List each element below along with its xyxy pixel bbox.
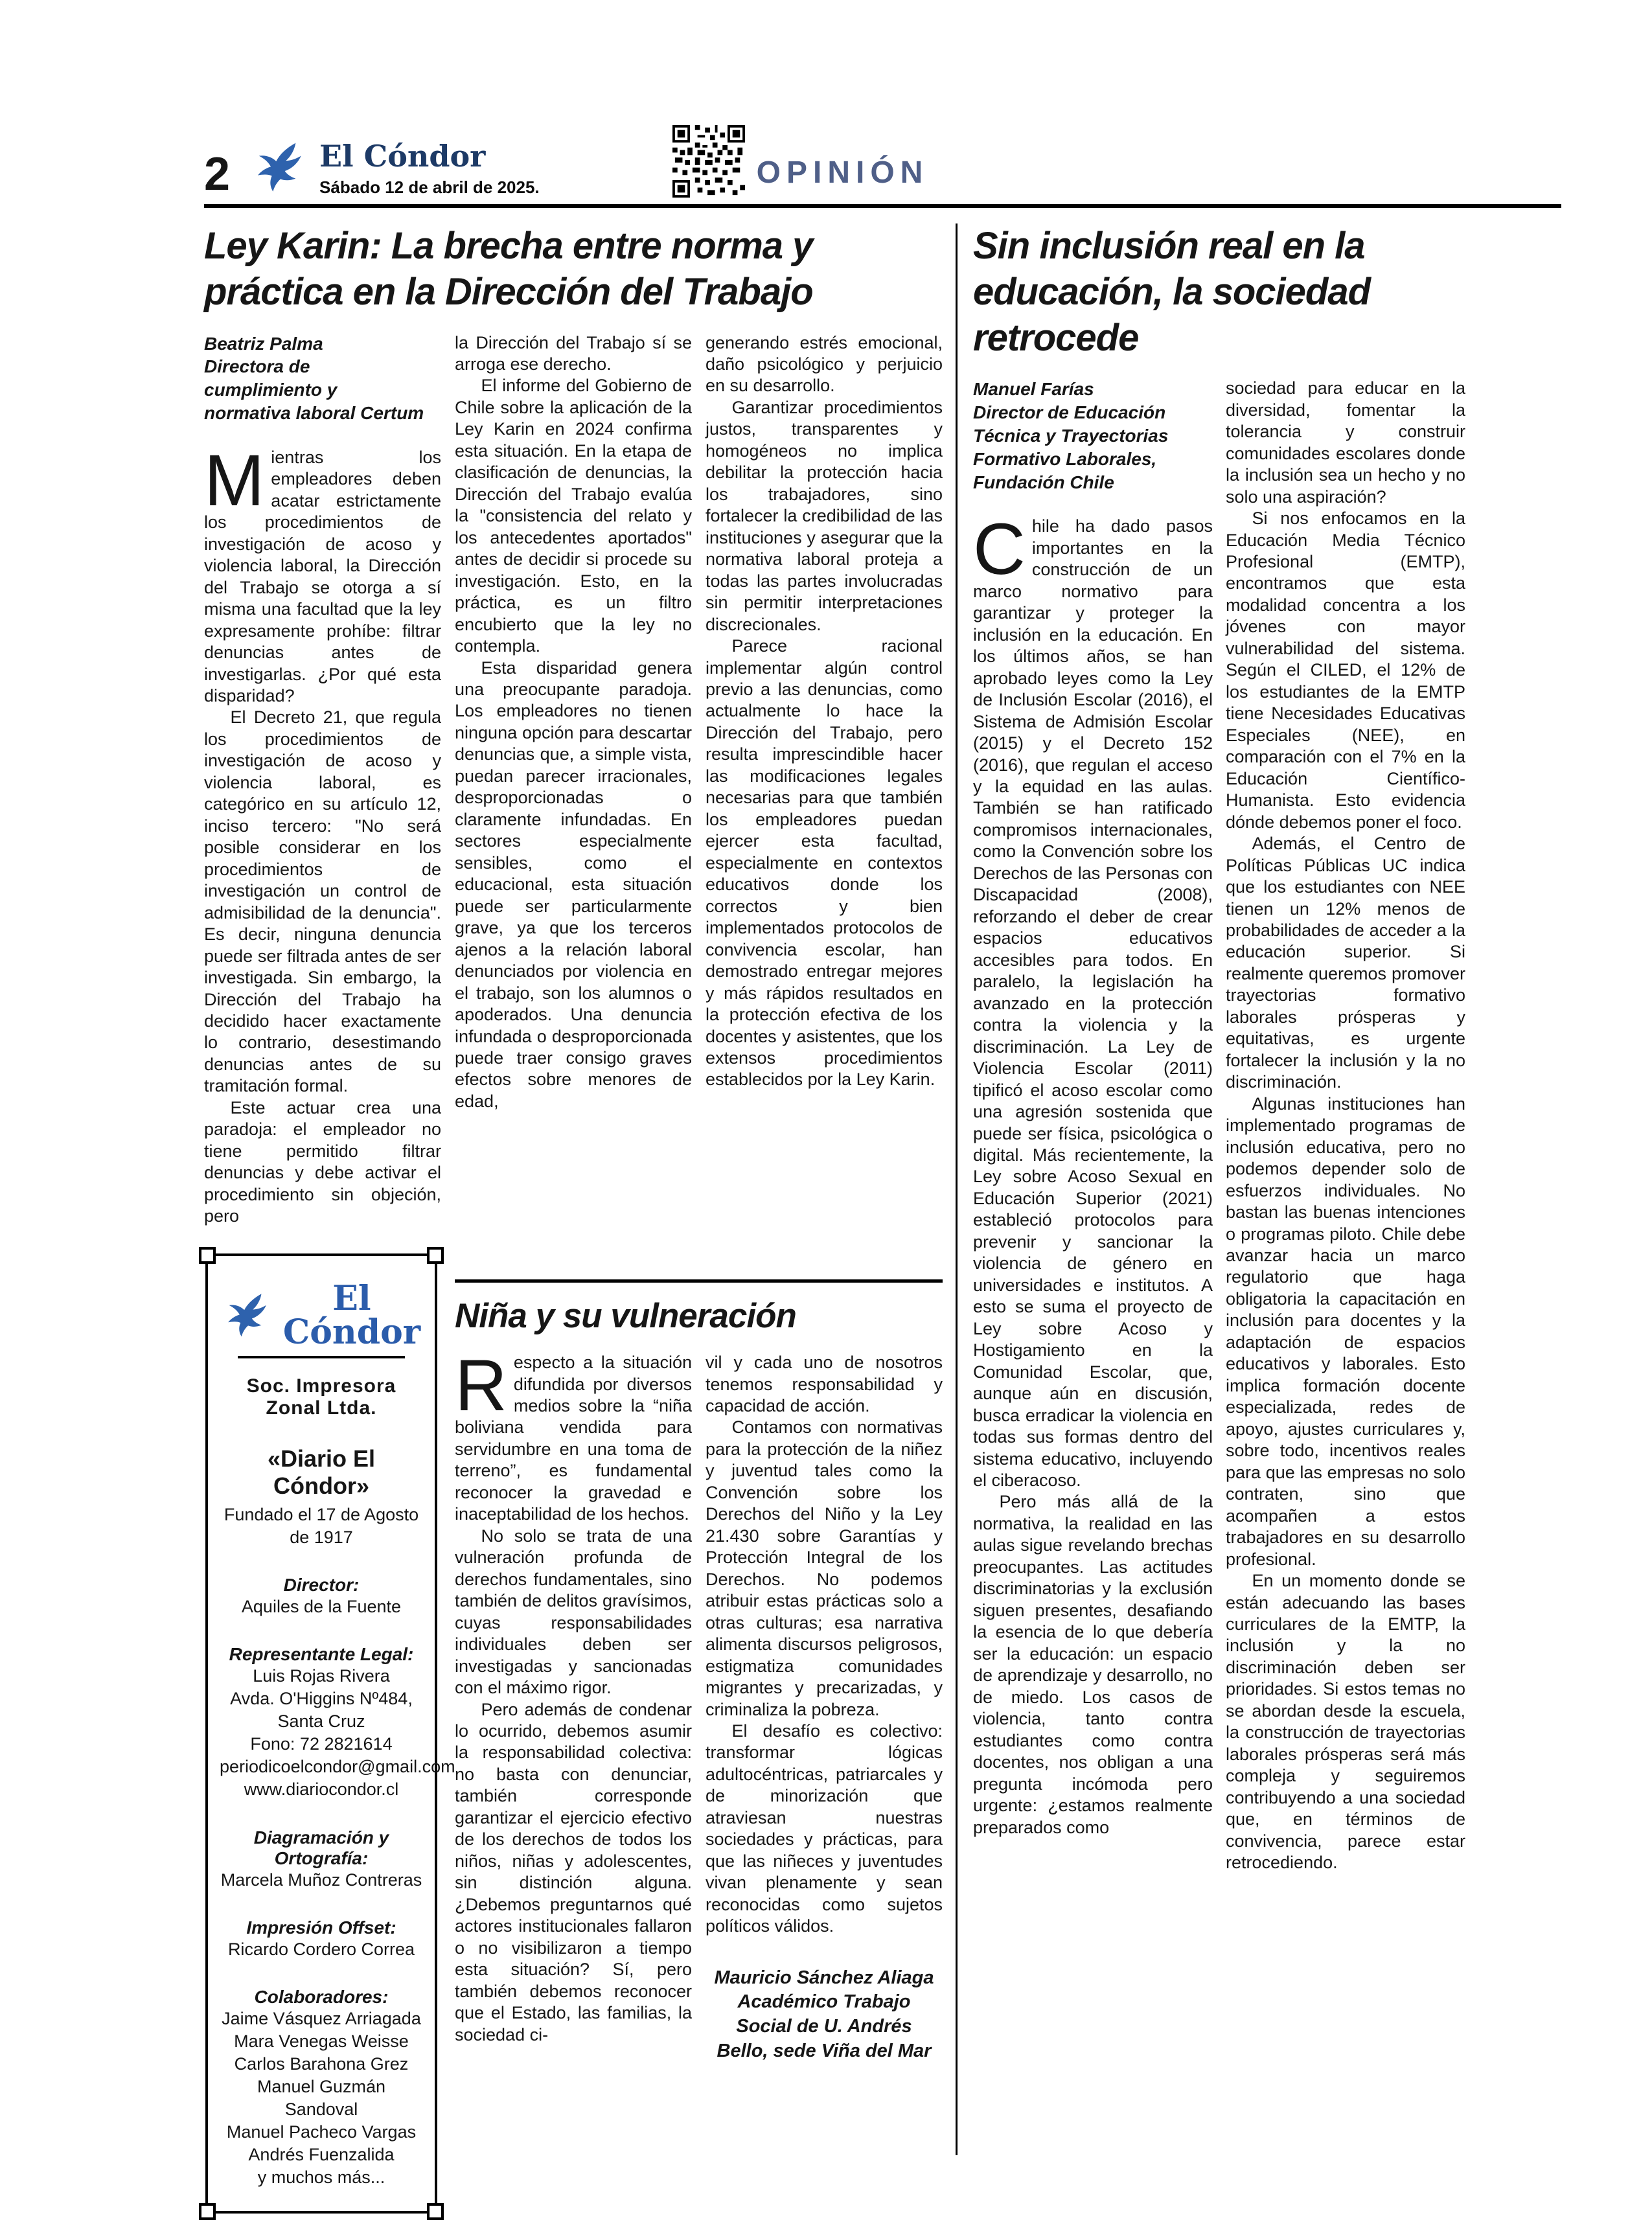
- box-print-label: Impresión Offset:: [246, 1917, 396, 1938]
- box-paper-name: «Diario El Cóndor»: [267, 1445, 376, 1499]
- article1-paragraph: El Decreto 21, que regula los procedimientos de investigación de acoso y violencia laboral, es categórico en su artículo 12, inciso tercero: "No será posible considerar en los procedimientos de investigación un control de admisibilidad de la denuncia". Es decir, ninguna denuncia puede ser filtrada antes de ser investigada. Sin embargo, la Dirección del Trabajo ha decidido hacer exactamente lo contrario, desestimando denuncias antes de su tramitación formal.: [204, 707, 441, 1096]
- article1-paragraph: Garantizar procedimientos justos, transparentes y homogéneos no implica debilitar la protección hacia los trabajadores, sino fortalecer la credibilidad de las instituciones y asegurar que la normativa laboral proteja a todas las partes involucradas sin permitir interpretaciones discrecionales.: [706, 397, 943, 634]
- article1-paragraph: la Dirección del Trabajo sí se arroga ese derecho.: [455, 332, 692, 374]
- box-corner-ornament: [427, 1247, 444, 1264]
- right-article-zone: [973, 223, 1465, 2214]
- edition-date: Sábado 12 de abril de 2025.: [319, 177, 540, 197]
- article3-headline: Sin inclusión real en la educación, la sociedad retrocede: [973, 225, 1370, 359]
- box-print-name: Ricardo Cordero Correa: [227, 1939, 415, 1959]
- qr-code: [672, 125, 745, 198]
- box-collaborator: Carlos Barahona Grez: [234, 2054, 409, 2074]
- box-collaborator: Manuel Pacheco Vargas: [226, 2122, 417, 2142]
- article2-column-left: [455, 1345, 692, 2063]
- article2-column-right: [706, 1352, 943, 2063]
- article2-byline: Mauricio Sánchez Aliaga Académico Trabajo Social de U. Andrés Bello, sede Viña del Mar: [714, 1967, 934, 2061]
- article3-author: Manuel Farías Director de Educación Técnica y Trayectorias Formativo Laborales, Fundación Chile: [973, 379, 1169, 492]
- condor-bird-icon: [248, 138, 313, 198]
- article1-paragraph: El informe del Gobierno de Chile sobre la aplicación de la Ley Karin en 2024 confirma esta situación. En la etapa de clasificación de denuncias, la Dirección del Trabajo evalúa la "consistencia del relato y los antecedentes aportados" antes de decidir si procede su investigación. Esto, en la práctica, es un filtro encubierto que la ley no contempla.: [455, 376, 692, 656]
- article2-section: [455, 1279, 943, 2214]
- box-corner-ornament: [199, 1247, 216, 1264]
- box-director-label: Director:: [283, 1574, 360, 1595]
- article1-headline: Ley Karin: La brecha entre norma y práctica en la Dirección del Trabajo: [204, 225, 813, 313]
- condor-bird-icon: [220, 1290, 277, 1342]
- masthead-title: El Cóndor: [319, 139, 486, 174]
- article2-paragraph: El desafío es colectivo: transformar lógicas adultocéntricas, patriarcales y de minorización que atraviesan nuestras sociedades y prácticas, para que las niñeces y juventudes vivan plenamente y sean reconocidas como sujetos políticos válidos.: [706, 1721, 943, 1936]
- article1-column-1: [204, 332, 455, 2214]
- box-legal-name: Luis Rojas Rivera: [253, 1665, 390, 1686]
- box-layout-name: Marcela Muñoz Contreras: [220, 1870, 422, 1890]
- article2-top-rule: [455, 1279, 943, 1283]
- box-address-2: Santa Cruz: [277, 1711, 365, 1732]
- article3-paragraph: sociedad para educar en la diversidad, fomentar la tolerancia y construir comunidades escolares donde la inclusión sea un hecho y no solo una aspiración?: [1226, 378, 1465, 507]
- box-collaborators-label: Colaboradores:: [254, 1986, 389, 2007]
- article3-paragraph: Chile ha dado pasos importantes en la construcción de un marco normativo para garantizar y proteger la inclusión en la educación. En los últimos años, se han aprobado leyes como la Ley de Inclusión Escolar (2016), el Sistema de Admisión Escolar (2015) y el Decreto 152 (2016), que regulan el acceso y la equidad en las aulas. También se han ratificado compromisos internacionales, como la Convención sobre los Derechos de las Personas con Discapacidad (2008), reforzando el deber de crear espacios educativos accesibles para todos. En paralelo, la legislación ha avanzado en la protección contra la violencia y la discriminación. La Ley de Violencia Escolar (2011) tipificó el acoso escolar como una agresión sostenida que puede ser física, psicológica o digital. Más recientemente, la Ley sobre Acoso Sexual en Educación Superior (2021) estableció protocolos para prevenir y sancionar la violencia de género en universidades e institutos. A esto se suma el proyecto de Ley sobre Acoso y Hostigamiento en la Comunidad Escolar, que, aunque aún en discusión, busca erradicar la violencia en todas sus formas dentro del sistema educativo, incluyendo el ciberacoso.: [973, 509, 1213, 1491]
- box-corner-ornament: [427, 2203, 444, 2220]
- box-email: periodicoelcondor@gmail.com: [220, 1757, 455, 1777]
- box-corner-ornament: [199, 2203, 216, 2220]
- article1-paragraph: generando estrés emocional, daño psicológico y perjuicio en su desarrollo.: [706, 332, 943, 396]
- masthead-logo: [248, 138, 540, 198]
- dropcap-letter: R: [455, 1345, 507, 1426]
- box-address-1: Avda. O'Higgins Nº484,: [230, 1689, 413, 1709]
- box-collaborator: Jaime Vásquez Arriagada: [222, 2008, 421, 2028]
- article3-column-left: [973, 378, 1213, 1873]
- article1-paragraph: Mientras los empleadores deben acatar estrictamente los procedimientos de investigación de acoso y violencia laboral, la Dirección del Trabajo se otorga a sí misma una facultad que la ley expresamente prohíbe: filtrar denuncias antes de investigarlas. ¿Por qué esta disparidad?: [204, 439, 441, 705]
- article1-column-2: [455, 332, 692, 1263]
- box-collaborator: y muchos más...: [257, 2168, 385, 2188]
- article1-paragraph: Este actuar crea una paradoja: el empleador no tiene permitido filtrar denuncias y debe activar el procedimiento sin objeción, pero: [204, 1097, 441, 1226]
- box-website: www.diariocondor.cl: [244, 1779, 399, 1800]
- article2-paragraph: No solo se trata de una vulneración profunda de derechos fundamentales, sino también de delitos gravísimos, cuyas responsabilidades individuales deben ser investigadas y sancionadas con el máximo rigor.: [455, 1526, 692, 1698]
- article3-paragraph: Pero más allá de la normativa, la realidad en las aulas sigue revelando brechas preocupantes. Las actitudes discriminatorias y la exclusión siguen presentes, desafiando la esencia de lo que debería ser la educación: un espacio de aprendizaje y desarrollo, no de miedo. Los casos de violencia, tanto contra estudiantes como contra docentes, nos obligan a una pregunta incómoda pero urgente: ¿estamos realmente preparados como: [973, 1492, 1213, 1837]
- article1-paragraph: Parece racional implementar algún control previo a las denuncias, como actualmente lo hace la Dirección del Trabajo, pero resulta imprescindible hacer las modificaciones legales necesarias para que también los empleadores puedan ejercer esta facultad, especialmente en contextos educativos donde los correctos y bien implementados protocolos de convivencia escolar, han demostrado entregar mejores y más rápidos resultados en la protección efectiva de los docentes y asistentes, que los extensos procedimientos establecidos por la Ley Karin.: [706, 636, 943, 1090]
- masthead-info-box: [205, 1253, 455, 2214]
- article2-paragraph: Respecto a la situación difundida por diversos medios sobre la “niña boliviana vendida para servidumbre en una toma de terreno”, es fundamental reconocer la gravedad e inaceptabilidad de los hechos.: [455, 1345, 692, 1524]
- box-layout-label: Diagramación y Ortografía:: [253, 1827, 389, 1868]
- article3-paragraph: Además, el Centro de Políticas Públicas UC indica que los estudiantes con NEE tienen un 12% menos de probabilidades de acceder a la educación superior. Si realmente queremos promover trayectorias formativo laborales prósperas y equitativas, es urgente fortalecer la inclusión y la no discriminación.: [1226, 834, 1465, 1092]
- section-title: OPINIÓN: [756, 155, 929, 190]
- box-logo: [220, 1278, 423, 1352]
- box-legal-label: Representante Legal:: [229, 1643, 414, 1664]
- dropcap-letter: M: [204, 439, 265, 521]
- article3-paragraph: Si nos enfocamos en la Educación Media Técnico Profesional (EMTP), encontramos que esta modalidad concentra a los jóvenes con mayor vulnerabilidad del sistema. Según el CILED, el 12% de los estudiantes de la EMTP tiene Necesidades Educativas Especiales (NEE), en comparación con el 7% en la Educación Científico-Humanista. Esto evidencia dónde debemos poner el foco.: [1226, 509, 1465, 832]
- article1-paragraph: Esta disparidad genera una preocupante paradoja. Los empleadores no tienen ninguna opción para descartar denuncias que, a simple vista, puedan parecer irracionales, desproporcionadas o claramente infundadas. En sectores especialmente sensibles, como el educacional, esta situación puede ser particularmente grave, ya que los terceros ajenos a la relación laboral denunciados por violencia en el trabajo, son los alumnos o apoderados. Una denuncia infundada o desproporcionada puede traer consigo graves efectos sobre menores de edad,: [455, 658, 692, 1111]
- article1-author: Beatriz Palma Directora de cumplimiento y normativa laboral Certum: [204, 333, 424, 423]
- header-rule: [204, 204, 1561, 208]
- page-content: [204, 223, 1464, 2214]
- article2-paragraph: Contamos con normativas para la protección de la niñez y juventud tales como la Convención sobre los Derechos del Niño y la Ley 21.430 sobre Garantías y Protección Integral de los Derechos. No podemos atribuir estas prácticas solo a otras culturas; esa narrativa alimenta discursos peligrosos, estigmatiza comunidades migrantes y precarizadas, y criminaliza la pobreza.: [706, 1417, 943, 1719]
- box-director-name: Aquiles de la Fuente: [241, 1596, 402, 1616]
- box-founded: Fundado el 17 de Agosto de 1917: [224, 1504, 419, 1547]
- dropcap-letter: C: [973, 509, 1026, 590]
- box-phone: Fono: 72 2821614: [250, 1734, 393, 1754]
- box-collaborator: Manuel Guzmán Sandoval: [257, 2077, 386, 2120]
- column-divider: [956, 223, 958, 2155]
- article2-paragraph: vil y cada uno de nosotros tenemos responsabilidad y capacidad de acción.: [706, 1353, 943, 1415]
- box-collaborator: Andrés Fuenzalida: [248, 2145, 395, 2165]
- box-company: Soc. Impresora Zonal Ltda.: [246, 1375, 396, 1419]
- article2-headline: Niña y su vulneración: [455, 1297, 796, 1336]
- article3-column-right: [1226, 378, 1465, 1873]
- article2-paragraph: Pero además de condenar lo ocurrido, debemos asumir la responsabilidad colectiva: no basta con denunciar, también corresponde garantizar el ejercicio efectivo de los derechos de todos los niños, niñas y adolescentes, sin distinción alguna. ¿Debemos preguntarnos qué actores institucionales fallaron o no visibilizaron a tiempo esta situación? Sí, pero también debemos reconocer que el Estado, las familias, la sociedad ci-: [455, 1699, 692, 2044]
- box-collaborator: Mara Venegas Weisse: [234, 2031, 409, 2051]
- article1-column-3: [706, 332, 943, 1263]
- box-rule: [238, 1356, 404, 1358]
- article3-paragraph: En un momento donde se están adecuando las bases curriculares de la EMTP, la inclusión y la no discriminación deben ser prioridades. Si estos temas no se abordan desde la escuela, la construcción de trayectorias laborales prósperas será más compleja y seguiremos contribuyendo a una sociedad que, en términos de convivencia, parece estar retrocediendo.: [1226, 1571, 1465, 1873]
- box-logo-title: El Cóndor: [282, 1278, 421, 1352]
- left-articles-zone: [204, 223, 943, 2214]
- page-number: 2: [204, 148, 231, 200]
- page-header: [204, 113, 1464, 198]
- article3-paragraph: Algunas instituciones han implementado programas de inclusión educativa, pero no podemos depender solo de esfuerzos individuales. No bastan las buenas intenciones o programas piloto. Chile debe avanzar hacia un marco regulatorio que haga obligatoria la capacitación en inclusión para docentes y la adaptación de espacios educativos y laborales. Esto implica formación docente especializada, redes de apoyo, ajustes curriculares y, sobre todo, incentivos reales para que las empresas no solo contraten, sino que acompañen a estos trabajadores en su desarrollo profesional.: [1226, 1093, 1465, 1569]
